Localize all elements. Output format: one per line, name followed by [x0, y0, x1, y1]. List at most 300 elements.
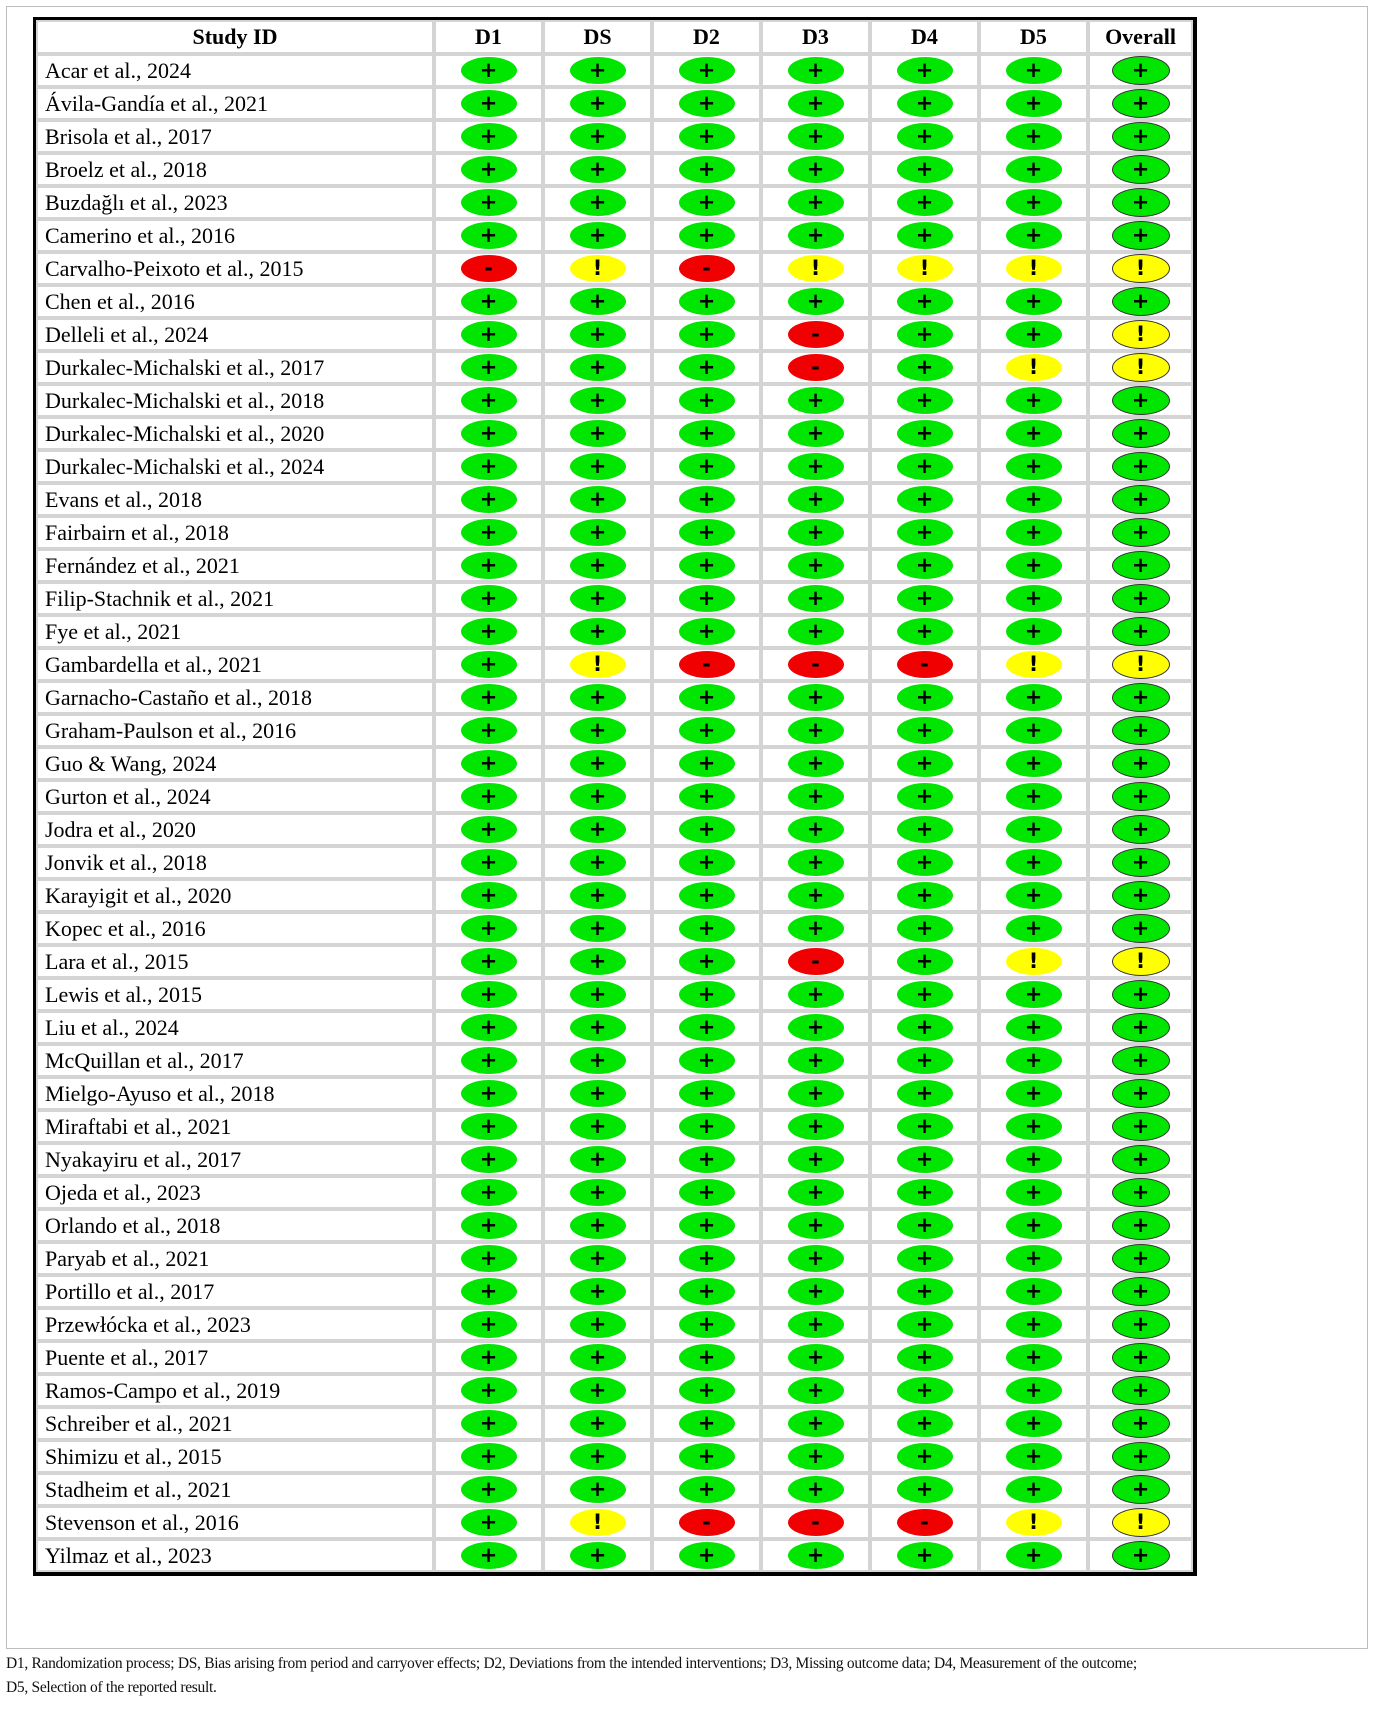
low-risk-icon: +	[461, 1146, 517, 1173]
low-risk-icon: +	[788, 1245, 844, 1272]
judgement-cell-d4	[870, 813, 979, 846]
study-id: Durkalec-Michalski et al., 2017	[36, 351, 434, 384]
judgement-cell-d2	[652, 1011, 761, 1044]
low-risk-icon: +	[788, 156, 844, 183]
low-risk-icon: +	[679, 849, 735, 876]
judgement-cell-overall	[1088, 945, 1193, 978]
judgement-cell-d2	[652, 1242, 761, 1275]
low-risk-icon: +	[1112, 782, 1170, 811]
low-risk-icon: +	[679, 519, 735, 546]
judgement-cell-overall	[1088, 912, 1193, 945]
low-risk-icon: +	[1006, 1014, 1062, 1041]
low-risk-icon: +	[461, 354, 517, 381]
table-row	[36, 186, 1193, 219]
judgement-cell-d1	[434, 780, 543, 813]
low-risk-icon: +	[1006, 1245, 1062, 1272]
judgement-cell-d2	[652, 516, 761, 549]
judgement-cell-d4	[870, 1275, 979, 1308]
table-row	[36, 912, 1193, 945]
low-risk-icon: +	[461, 816, 517, 843]
study-id: Ávila-Gandía et al., 2021	[36, 87, 434, 120]
table-row	[36, 714, 1193, 747]
low-risk-icon: +	[788, 816, 844, 843]
judgement-cell-d5	[979, 417, 1088, 450]
low-risk-icon: +	[461, 1509, 517, 1536]
low-risk-icon: +	[1006, 1179, 1062, 1206]
judgement-cell-overall	[1088, 450, 1193, 483]
judgement-cell-d3	[761, 252, 870, 285]
judgement-cell-overall	[1088, 1407, 1193, 1440]
low-risk-icon: +	[788, 1278, 844, 1305]
table-row	[36, 1077, 1193, 1110]
judgement-cell-d4	[870, 516, 979, 549]
low-risk-icon: +	[788, 1377, 844, 1404]
judgement-cell-d4	[870, 747, 979, 780]
low-risk-icon: +	[1112, 221, 1170, 250]
judgement-cell-d4	[870, 450, 979, 483]
low-risk-icon: +	[570, 1278, 626, 1305]
judgement-cell-d4	[870, 120, 979, 153]
high-risk-icon: -	[679, 651, 735, 678]
judgement-cell-d2	[652, 780, 761, 813]
judgement-cell-d2	[652, 351, 761, 384]
low-risk-icon: +	[897, 882, 953, 909]
low-risk-icon: +	[788, 981, 844, 1008]
judgement-cell-d5	[979, 219, 1088, 252]
low-risk-icon: +	[461, 57, 517, 84]
low-risk-icon: +	[1006, 57, 1062, 84]
judgement-cell-overall	[1088, 1077, 1193, 1110]
low-risk-icon: +	[788, 1542, 844, 1569]
low-risk-icon: +	[461, 717, 517, 744]
low-risk-icon: +	[1112, 287, 1170, 316]
judgement-cell-d1	[434, 714, 543, 747]
judgement-cell-d3	[761, 1506, 870, 1539]
judgement-cell-d2	[652, 384, 761, 417]
low-risk-icon: +	[788, 684, 844, 711]
low-risk-icon: +	[1006, 387, 1062, 414]
low-risk-icon: +	[897, 90, 953, 117]
table-row	[36, 1539, 1193, 1572]
study-id: Camerino et al., 2016	[36, 219, 434, 252]
some-concerns-icon: !	[1112, 947, 1170, 976]
judgement-cell-d2	[652, 1539, 761, 1572]
study-id: Kopec et al., 2016	[36, 912, 434, 945]
low-risk-icon: +	[679, 387, 735, 414]
low-risk-icon: +	[1006, 453, 1062, 480]
low-risk-icon: +	[1006, 915, 1062, 942]
judgement-cell-d1	[434, 219, 543, 252]
judgement-cell-overall	[1088, 846, 1193, 879]
low-risk-icon: +	[788, 57, 844, 84]
study-id: Liu et al., 2024	[36, 1011, 434, 1044]
low-risk-icon: +	[570, 750, 626, 777]
judgement-cell-d3	[761, 846, 870, 879]
low-risk-icon: +	[788, 1311, 844, 1338]
judgement-cell-d1	[434, 318, 543, 351]
judgement-cell-d1	[434, 252, 543, 285]
judgement-cell-d4	[870, 1341, 979, 1374]
low-risk-icon: +	[897, 486, 953, 513]
low-risk-icon: +	[570, 1245, 626, 1272]
study-id: Gurton et al., 2024	[36, 780, 434, 813]
judgement-cell-d2	[652, 615, 761, 648]
low-risk-icon: +	[897, 981, 953, 1008]
low-risk-icon: +	[1006, 981, 1062, 1008]
low-risk-icon: +	[570, 57, 626, 84]
low-risk-icon: +	[570, 618, 626, 645]
some-concerns-icon: !	[570, 255, 626, 282]
low-risk-icon: +	[1006, 123, 1062, 150]
table-row	[36, 846, 1193, 879]
judgement-cell-ds	[543, 1308, 652, 1341]
low-risk-icon: +	[788, 849, 844, 876]
judgement-cell-d3	[761, 549, 870, 582]
judgement-cell-d2	[652, 1308, 761, 1341]
judgement-cell-overall	[1088, 417, 1193, 450]
low-risk-icon: +	[679, 189, 735, 216]
low-risk-icon: +	[897, 1410, 953, 1437]
low-risk-icon: +	[1112, 1145, 1170, 1174]
low-risk-icon: +	[679, 1014, 735, 1041]
low-risk-icon: +	[1006, 288, 1062, 315]
low-risk-icon: +	[461, 1212, 517, 1239]
study-id: Brisola et al., 2017	[36, 120, 434, 153]
judgement-cell-ds	[543, 813, 652, 846]
judgement-cell-d4	[870, 87, 979, 120]
judgement-cell-overall	[1088, 219, 1193, 252]
low-risk-icon: +	[788, 552, 844, 579]
low-risk-icon: +	[461, 915, 517, 942]
low-risk-icon: +	[461, 222, 517, 249]
judgement-cell-d2	[652, 549, 761, 582]
judgement-cell-d1	[434, 549, 543, 582]
judgement-cell-d2	[652, 285, 761, 318]
judgement-cell-d1	[434, 747, 543, 780]
judgement-cell-overall	[1088, 252, 1193, 285]
judgement-cell-d2	[652, 1374, 761, 1407]
low-risk-icon: +	[570, 288, 626, 315]
judgement-cell-overall	[1088, 1176, 1193, 1209]
judgement-cell-d3	[761, 417, 870, 450]
low-risk-icon: +	[1112, 1046, 1170, 1075]
judgement-cell-d5	[979, 483, 1088, 516]
low-risk-icon: +	[897, 1212, 953, 1239]
judgement-cell-ds	[543, 912, 652, 945]
column-header-ds: DS	[543, 20, 652, 54]
judgement-cell-d5	[979, 582, 1088, 615]
high-risk-icon: -	[788, 321, 844, 348]
low-risk-icon: +	[897, 849, 953, 876]
judgement-cell-overall	[1088, 351, 1193, 384]
low-risk-icon: +	[461, 1113, 517, 1140]
low-risk-icon: +	[679, 1278, 735, 1305]
low-risk-icon: +	[1112, 1178, 1170, 1207]
judgement-cell-overall	[1088, 318, 1193, 351]
table-row	[36, 1044, 1193, 1077]
judgement-cell-d4	[870, 846, 979, 879]
low-risk-icon: +	[679, 288, 735, 315]
judgement-cell-overall	[1088, 978, 1193, 1011]
low-risk-icon: +	[570, 915, 626, 942]
judgement-cell-ds	[543, 417, 652, 450]
judgement-cell-d1	[434, 1506, 543, 1539]
some-concerns-icon: !	[788, 255, 844, 282]
low-risk-icon: +	[1112, 584, 1170, 613]
low-risk-icon: +	[679, 156, 735, 183]
judgement-cell-d4	[870, 1242, 979, 1275]
low-risk-icon: +	[570, 1542, 626, 1569]
judgement-cell-d1	[434, 1374, 543, 1407]
judgement-cell-d2	[652, 879, 761, 912]
judgement-cell-d3	[761, 615, 870, 648]
judgement-cell-d2	[652, 945, 761, 978]
judgement-cell-d4	[870, 483, 979, 516]
judgement-cell-overall	[1088, 1539, 1193, 1572]
low-risk-icon: +	[679, 321, 735, 348]
judgement-cell-d1	[434, 1341, 543, 1374]
table-row	[36, 1242, 1193, 1275]
low-risk-icon: +	[570, 1410, 626, 1437]
judgement-cell-d3	[761, 54, 870, 87]
low-risk-icon: +	[679, 585, 735, 612]
low-risk-icon: +	[461, 585, 517, 612]
judgement-cell-d5	[979, 846, 1088, 879]
low-risk-icon: +	[897, 552, 953, 579]
study-id: Fairbairn et al., 2018	[36, 516, 434, 549]
judgement-cell-d2	[652, 1407, 761, 1440]
judgement-cell-d5	[979, 1209, 1088, 1242]
judgement-cell-d1	[434, 1176, 543, 1209]
judgement-cell-ds	[543, 318, 652, 351]
low-risk-icon: +	[897, 123, 953, 150]
low-risk-icon: +	[570, 1113, 626, 1140]
column-header-d5: D5	[979, 20, 1088, 54]
judgement-cell-d3	[761, 945, 870, 978]
table-row	[36, 153, 1193, 186]
judgement-cell-d5	[979, 186, 1088, 219]
low-risk-icon: +	[679, 1377, 735, 1404]
judgement-cell-d1	[434, 1209, 543, 1242]
low-risk-icon: +	[897, 519, 953, 546]
study-id: Fernández et al., 2021	[36, 549, 434, 582]
low-risk-icon: +	[1112, 1211, 1170, 1240]
high-risk-icon: -	[897, 1509, 953, 1536]
judgement-cell-d3	[761, 1341, 870, 1374]
judgement-cell-d4	[870, 1077, 979, 1110]
judgement-cell-d3	[761, 1440, 870, 1473]
study-id: Fye et al., 2021	[36, 615, 434, 648]
low-risk-icon: +	[679, 1410, 735, 1437]
table-row	[36, 285, 1193, 318]
low-risk-icon: +	[1112, 1343, 1170, 1372]
judgement-cell-ds	[543, 483, 652, 516]
judgement-cell-d5	[979, 318, 1088, 351]
low-risk-icon: +	[897, 1542, 953, 1569]
judgement-cell-d1	[434, 1077, 543, 1110]
header-row	[36, 20, 1193, 54]
judgement-cell-d4	[870, 54, 979, 87]
judgement-cell-d5	[979, 153, 1088, 186]
judgement-cell-overall	[1088, 648, 1193, 681]
low-risk-icon: +	[570, 552, 626, 579]
judgement-cell-d5	[979, 747, 1088, 780]
judgement-cell-d5	[979, 285, 1088, 318]
table-row	[36, 1275, 1193, 1308]
judgement-cell-d3	[761, 285, 870, 318]
judgement-cell-d3	[761, 1374, 870, 1407]
low-risk-icon: +	[1112, 452, 1170, 481]
study-id: Mielgo-Ayuso et al., 2018	[36, 1077, 434, 1110]
judgement-cell-d3	[761, 1044, 870, 1077]
low-risk-icon: +	[461, 1476, 517, 1503]
low-risk-icon: +	[1112, 1013, 1170, 1042]
study-id: Carvalho-Peixoto et al., 2015	[36, 252, 434, 285]
low-risk-icon: +	[788, 1476, 844, 1503]
study-id: Chen et al., 2016	[36, 285, 434, 318]
table-row	[36, 120, 1193, 153]
low-risk-icon: +	[1006, 585, 1062, 612]
judgement-cell-overall	[1088, 285, 1193, 318]
low-risk-icon: +	[897, 222, 953, 249]
judgement-cell-ds	[543, 1407, 652, 1440]
low-risk-icon: +	[461, 1410, 517, 1437]
low-risk-icon: +	[788, 123, 844, 150]
table-row	[36, 450, 1193, 483]
low-risk-icon: +	[788, 783, 844, 810]
judgement-cell-d2	[652, 681, 761, 714]
study-id: Jonvik et al., 2018	[36, 846, 434, 879]
judgement-cell-d3	[761, 516, 870, 549]
low-risk-icon: +	[788, 90, 844, 117]
judgement-cell-d2	[652, 1440, 761, 1473]
low-risk-icon: +	[679, 420, 735, 447]
judgement-cell-ds	[543, 120, 652, 153]
some-concerns-icon: !	[1112, 650, 1170, 679]
high-risk-icon: -	[788, 1509, 844, 1536]
low-risk-icon: +	[1006, 684, 1062, 711]
low-risk-icon: +	[1006, 882, 1062, 909]
judgement-cell-ds	[543, 219, 652, 252]
judgement-cell-overall	[1088, 879, 1193, 912]
judgement-cell-d2	[652, 813, 761, 846]
judgement-cell-d5	[979, 1506, 1088, 1539]
judgement-cell-overall	[1088, 153, 1193, 186]
low-risk-icon: +	[897, 816, 953, 843]
high-risk-icon: -	[788, 354, 844, 381]
low-risk-icon: +	[1112, 1409, 1170, 1438]
judgement-cell-d1	[434, 1110, 543, 1143]
judgement-cell-d1	[434, 1044, 543, 1077]
table-row	[36, 1176, 1193, 1209]
judgement-cell-ds	[543, 1539, 652, 1572]
judgement-cell-ds	[543, 879, 652, 912]
study-id: Jodra et al., 2020	[36, 813, 434, 846]
judgement-cell-ds	[543, 54, 652, 87]
low-risk-icon: +	[788, 618, 844, 645]
judgement-cell-d3	[761, 681, 870, 714]
low-risk-icon: +	[679, 981, 735, 1008]
low-risk-icon: +	[1006, 552, 1062, 579]
low-risk-icon: +	[461, 1377, 517, 1404]
judgement-cell-d1	[434, 648, 543, 681]
judgement-cell-d3	[761, 1011, 870, 1044]
judgement-cell-d3	[761, 780, 870, 813]
judgement-cell-d4	[870, 1143, 979, 1176]
judgement-cell-d5	[979, 879, 1088, 912]
figure-legend	[6, 1652, 1372, 1700]
judgement-cell-d1	[434, 879, 543, 912]
judgement-cell-d1	[434, 483, 543, 516]
judgement-cell-d4	[870, 1407, 979, 1440]
low-risk-icon: +	[788, 1344, 844, 1371]
judgement-cell-d5	[979, 1440, 1088, 1473]
study-id: Lewis et al., 2015	[36, 978, 434, 1011]
judgement-cell-d4	[870, 384, 979, 417]
judgement-cell-d1	[434, 450, 543, 483]
judgement-cell-d1	[434, 351, 543, 384]
judgement-cell-d1	[434, 54, 543, 87]
judgement-cell-overall	[1088, 780, 1193, 813]
judgement-cell-overall	[1088, 681, 1193, 714]
judgement-cell-d5	[979, 648, 1088, 681]
judgement-cell-d4	[870, 1374, 979, 1407]
low-risk-icon: +	[570, 1344, 626, 1371]
judgement-cell-d2	[652, 54, 761, 87]
low-risk-icon: +	[461, 651, 517, 678]
low-risk-icon: +	[1006, 1212, 1062, 1239]
table-row	[36, 1308, 1193, 1341]
low-risk-icon: +	[1006, 618, 1062, 645]
judgement-cell-d3	[761, 648, 870, 681]
low-risk-icon: +	[1112, 188, 1170, 217]
low-risk-icon: +	[1112, 1277, 1170, 1306]
some-concerns-icon: !	[1112, 353, 1170, 382]
low-risk-icon: +	[570, 486, 626, 513]
legend-line-1: D1, Randomization process; DS, Bias arising from period and carryover effects; D2, Deviations from the intended interventions; D3, Missing outcome data; D4, Measurement of the outcome;	[6, 1655, 1137, 1672]
judgement-cell-d3	[761, 1176, 870, 1209]
low-risk-icon: +	[1006, 222, 1062, 249]
judgement-cell-d1	[434, 912, 543, 945]
study-id: McQuillan et al., 2017	[36, 1044, 434, 1077]
table-row	[36, 1011, 1193, 1044]
judgement-cell-d1	[434, 384, 543, 417]
low-risk-icon: +	[788, 453, 844, 480]
judgement-cell-ds	[543, 615, 652, 648]
judgement-cell-d5	[979, 1110, 1088, 1143]
judgement-cell-ds	[543, 450, 652, 483]
low-risk-icon: +	[1112, 89, 1170, 118]
judgement-cell-d3	[761, 912, 870, 945]
judgement-cell-d1	[434, 1242, 543, 1275]
study-id: Miraftabi et al., 2021	[36, 1110, 434, 1143]
column-header-d1: D1	[434, 20, 543, 54]
low-risk-icon: +	[461, 948, 517, 975]
judgement-cell-d1	[434, 417, 543, 450]
study-id: Gambardella et al., 2021	[36, 648, 434, 681]
low-risk-icon: +	[570, 1443, 626, 1470]
low-risk-icon: +	[679, 684, 735, 711]
judgement-cell-d5	[979, 1077, 1088, 1110]
low-risk-icon: +	[461, 618, 517, 645]
judgement-cell-overall	[1088, 1440, 1193, 1473]
judgement-cell-d4	[870, 1110, 979, 1143]
low-risk-icon: +	[1112, 683, 1170, 712]
judgement-cell-d3	[761, 1308, 870, 1341]
low-risk-icon: +	[461, 981, 517, 1008]
low-risk-icon: +	[461, 189, 517, 216]
low-risk-icon: +	[788, 1113, 844, 1140]
